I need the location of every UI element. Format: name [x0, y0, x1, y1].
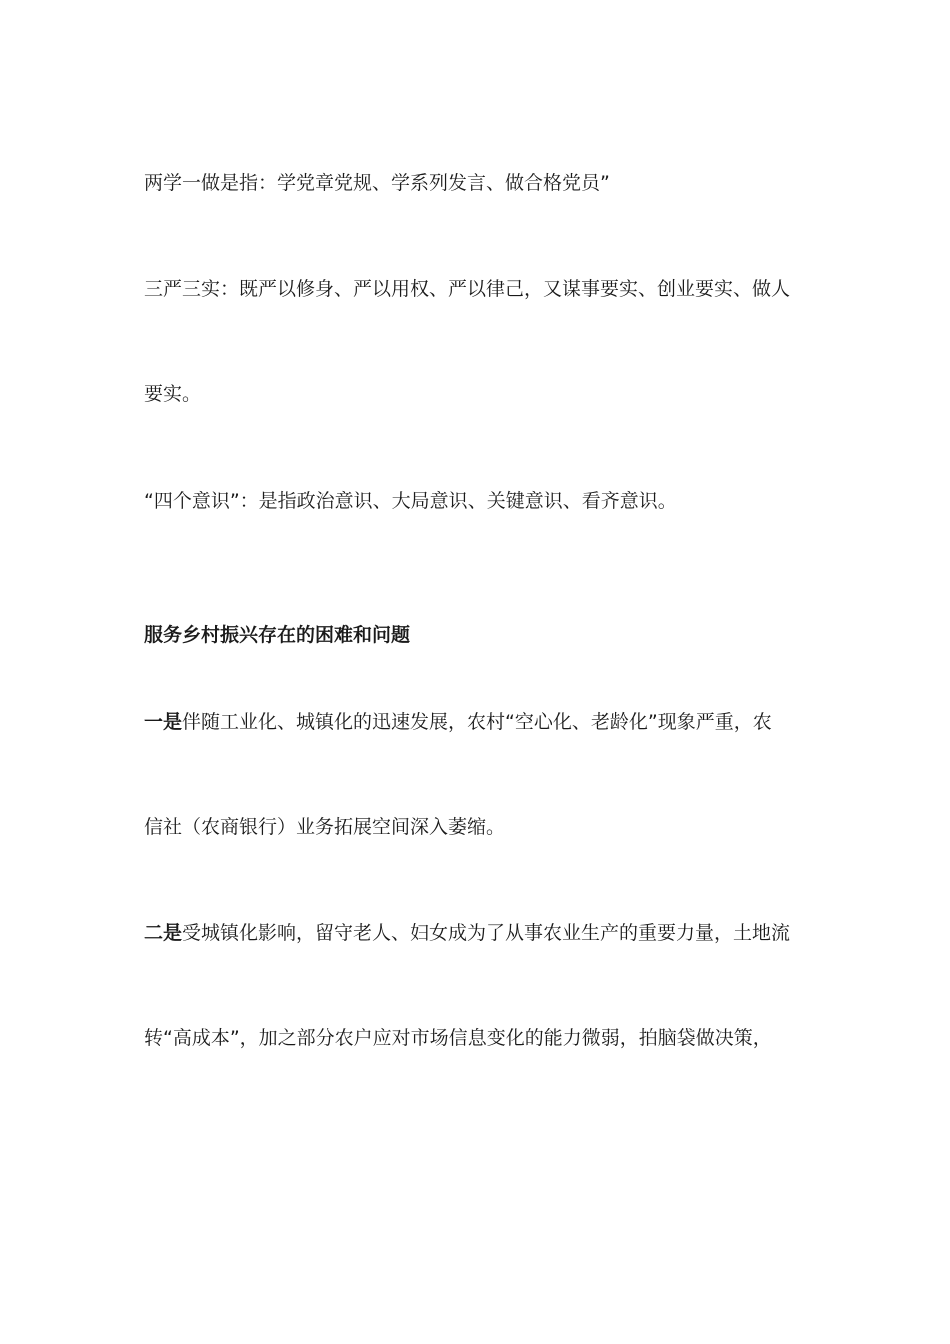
text-line-three-stricts	[144, 277, 804, 301]
text: 要实。	[144, 383, 202, 405]
text-line-four-awareness	[144, 489, 804, 513]
text-line-two-studies	[144, 171, 804, 195]
paragraph-two-lead: 二是	[144, 922, 183, 944]
text: “四个意识”：是指政治意识、大局意识、关键意识、看齐意识。	[144, 490, 677, 512]
text-line-three-stricts-cont	[144, 382, 804, 406]
text: 信社（农商银行）业务拓展空间深入萎缩。	[144, 816, 506, 838]
text: 两学一做是指：学党章党规、学系列发言、做合格党员”	[144, 172, 610, 194]
paragraph-two-line-2	[144, 1026, 804, 1050]
section-heading	[144, 623, 804, 647]
text: 伴随工业化、城镇化的迅速发展，农村“空心化、老龄化”现象严重，农	[182, 711, 772, 733]
paragraph-one-line-1	[144, 710, 804, 734]
paragraph-one-line-2	[144, 815, 804, 839]
paragraph-one-lead: 一是	[144, 711, 183, 733]
heading-text: 服务乡村振兴存在的困难和问题	[144, 624, 411, 646]
text: 受城镇化影响，留守老人、妇女成为了从事农业生产的重要力量，土地流	[182, 922, 791, 944]
paragraph-two-line-1	[144, 921, 804, 945]
text: 三严三实：既严以修身、严以用权、严以律己，又谋事要实、创业要实、做人	[144, 278, 791, 300]
text: 转“高成本”，加之部分农户应对市场信息变化的能力微弱，拍脑袋做决策，	[144, 1027, 772, 1049]
